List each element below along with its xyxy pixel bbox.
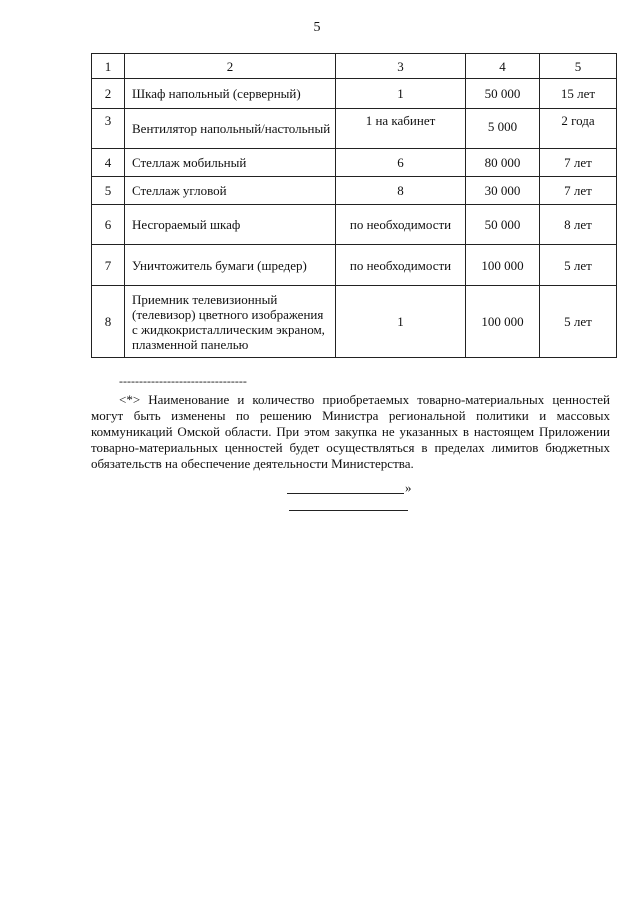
item-price: 50 000 — [466, 79, 540, 109]
item-price: 30 000 — [466, 177, 540, 205]
header-cell: 2 — [125, 54, 336, 79]
footnote-separator: -------------------------------- — [119, 374, 247, 388]
item-term: 7 лет — [540, 149, 617, 177]
items-table — [91, 53, 617, 358]
closing-quote: » — [405, 480, 412, 495]
table-header-row — [92, 54, 617, 79]
signature-line — [289, 510, 408, 511]
table-row — [92, 286, 617, 358]
item-name: Приемник телевизионный (телевизор) цветного изображения с жидкокристаллическим экраном, плазменной панелью — [125, 286, 336, 358]
item-name: Вентилятор напольный/настольный — [125, 109, 336, 149]
table-row — [92, 245, 617, 286]
item-name: Стеллаж мобильный — [125, 149, 336, 177]
row-number: 4 — [92, 149, 125, 177]
table-row — [92, 109, 617, 149]
item-name: Несгораемый шкаф — [125, 205, 336, 245]
footnote-text: <*> Наименование и количество приобретаемых товарно-материальных ценностей могут быть изменены по решению Министра региональной политики и массовых коммуникаций Омской области. При этом закупка не указанных в настоящем Приложении товарно-материальных ценностей будет осуществляться в пределах лимитов бюджетных обязательств на обеспечение деятельности Министерства. — [91, 392, 610, 471]
item-term: 2 года — [540, 109, 617, 149]
row-number: 5 — [92, 177, 125, 205]
item-name: Уничтожитель бумаги (шредер) — [125, 245, 336, 286]
item-quantity: по необходимости — [336, 205, 466, 245]
row-number: 3 — [92, 109, 125, 149]
item-quantity: 1 — [336, 286, 466, 358]
item-name: Шкаф напольный (серверный) — [125, 79, 336, 109]
table-row — [92, 149, 617, 177]
header-cell: 3 — [336, 54, 466, 79]
header-cell: 4 — [466, 54, 540, 79]
item-price: 100 000 — [466, 245, 540, 286]
item-term: 8 лет — [540, 205, 617, 245]
item-price: 100 000 — [466, 286, 540, 358]
item-price: 80 000 — [466, 149, 540, 177]
item-term: 7 лет — [540, 177, 617, 205]
table-row — [92, 177, 617, 205]
item-term: 15 лет — [540, 79, 617, 109]
page-number: 5 — [313, 20, 321, 35]
item-term: 5 лет — [540, 286, 617, 358]
item-quantity: 1 — [336, 79, 466, 109]
signature-line — [287, 493, 404, 494]
item-quantity: по необходимости — [336, 245, 466, 286]
row-number: 6 — [92, 205, 125, 245]
header-cell: 5 — [540, 54, 617, 79]
item-quantity: 1 на кабинет — [336, 109, 466, 149]
row-number: 8 — [92, 286, 125, 358]
item-name: Стеллаж угловой — [125, 177, 336, 205]
item-term: 5 лет — [540, 245, 617, 286]
header-cell: 1 — [92, 54, 125, 79]
item-price: 50 000 — [466, 205, 540, 245]
table-row — [92, 79, 617, 109]
item-quantity: 6 — [336, 149, 466, 177]
table-row — [92, 205, 617, 245]
row-number: 2 — [92, 79, 125, 109]
item-price: 5 000 — [466, 109, 540, 149]
item-quantity: 8 — [336, 177, 466, 205]
row-number: 7 — [92, 245, 125, 286]
